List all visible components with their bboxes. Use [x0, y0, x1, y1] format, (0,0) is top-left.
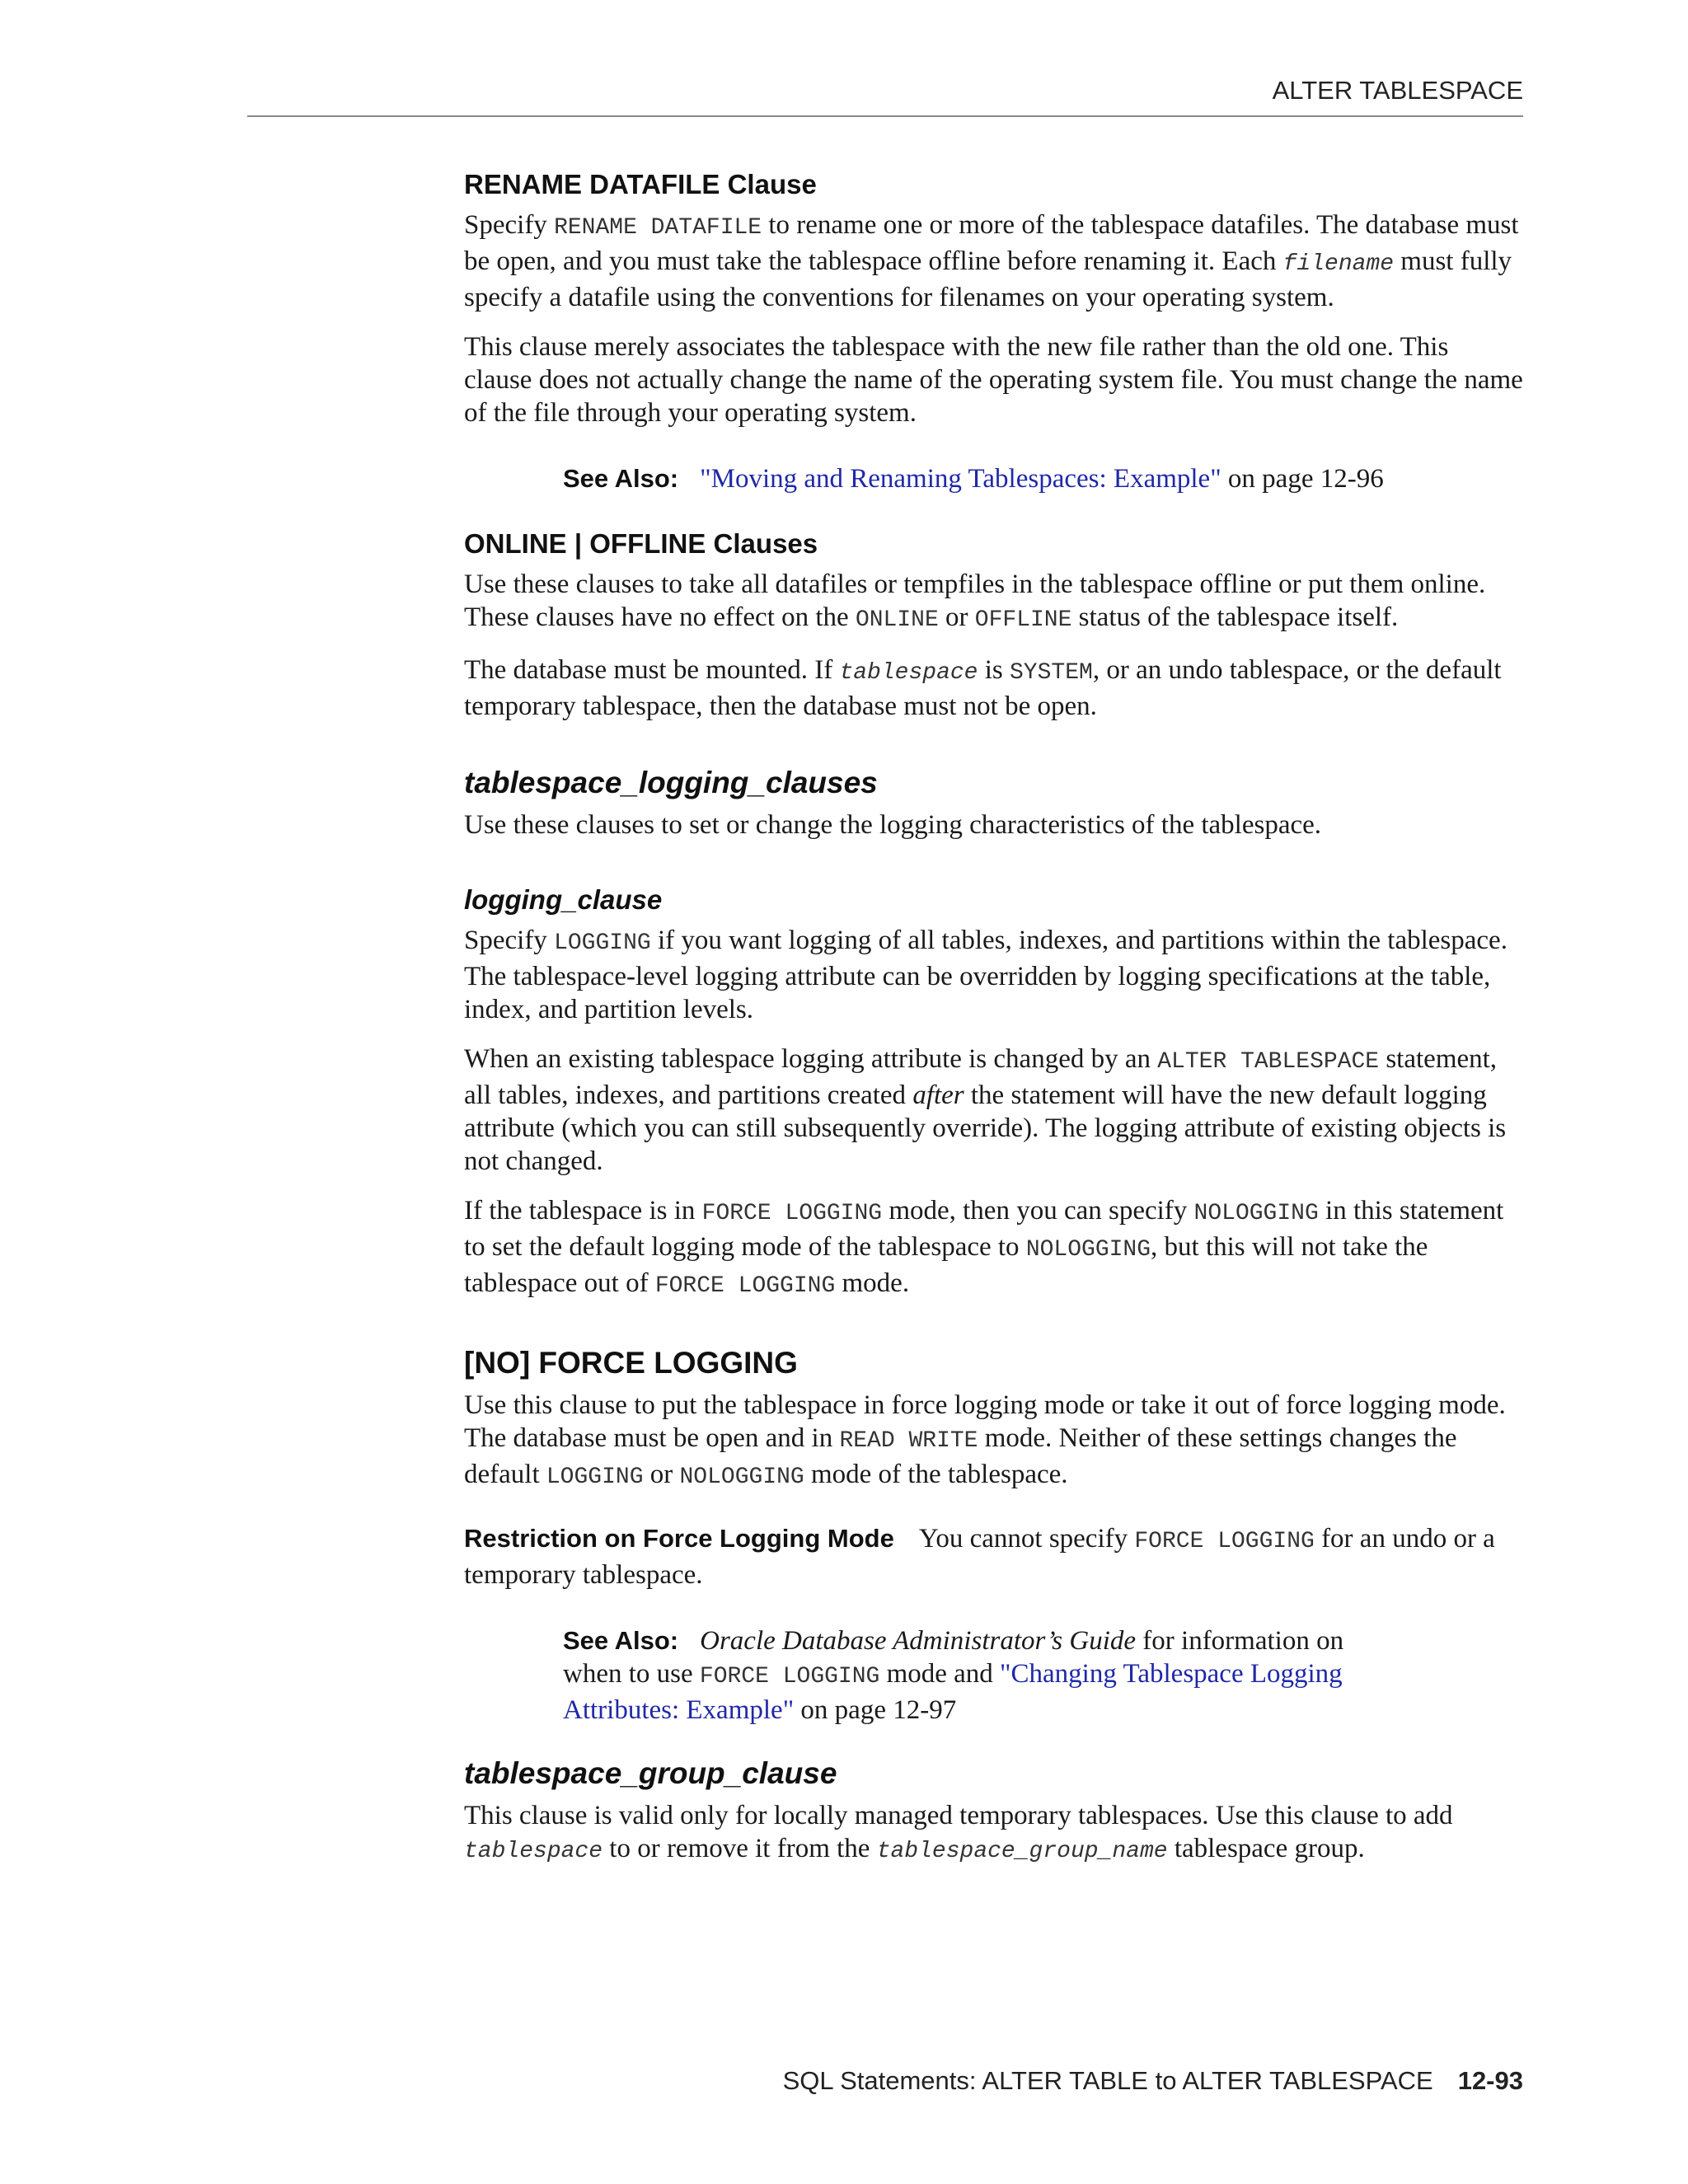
page-number: 12-93: [1457, 2066, 1523, 2095]
code-keyword: READ WRITE: [839, 1428, 978, 1454]
code-keyword: SYSTEM: [1010, 660, 1093, 686]
section-rename-datafile: [464, 169, 1523, 495]
cross-reference-link[interactable]: "Moving and Renaming Tablespaces: Example": [700, 464, 1221, 494]
text: The database must be mounted. If: [464, 655, 840, 685]
section-tablespace-group-clause: [464, 1756, 1523, 1868]
text: Use these clauses to take all datafiles or tempfiles in the tablespace offline or put them online. These clauses have no effect on the: [464, 569, 1486, 632]
paragraph: [464, 1194, 1523, 1303]
text: in this statement to set the default logging mode of the tablespace to: [464, 1196, 1504, 1262]
text: if you want logging of all tables, indexes, and partitions within the tablespace. The tablespace-level logging attribute can be overridden by logging specifications at the table, index, and partition levels.: [464, 926, 1507, 1024]
code-placeholder: tablespace_group_name: [876, 1839, 1168, 1864]
emphasis: after: [912, 1080, 964, 1110]
text: mode, then you can specify: [882, 1196, 1194, 1226]
running-header: ALTER TABLESPACE: [1272, 76, 1523, 105]
paragraph: [464, 654, 1523, 723]
cross-reference-link[interactable]: "Changing Tablespace Logging Attributes: Example": [563, 1659, 1343, 1725]
see-also-note: [563, 462, 1387, 495]
text: for an undo or a temporary tablespace.: [464, 1524, 1495, 1590]
text: If the tablespace is in: [464, 1196, 702, 1226]
text: on page 12-97: [794, 1695, 957, 1725]
code-keyword: NOLOGGING: [679, 1465, 804, 1490]
code-keyword: FORCE LOGGING: [654, 1273, 836, 1299]
text: statement, all tables, indexes, and partitions created: [464, 1044, 1498, 1110]
text: or: [643, 1460, 680, 1489]
code-keyword: RENAME DATAFILE: [554, 215, 762, 241]
code-keyword: ALTER TABLESPACE: [1157, 1049, 1380, 1075]
section-heading: [NO] FORCE LOGGING: [464, 1346, 798, 1380]
code-placeholder: tablespace: [464, 1839, 603, 1864]
section-heading: tablespace_logging_clauses: [464, 766, 878, 799]
footer-title: SQL Statements: ALTER TABLE to ALTER TABLESPACE: [782, 2066, 1433, 2095]
restriction-paragraph: [464, 1522, 1523, 1591]
section-heading: logging_clause: [464, 884, 663, 915]
paragraph: [464, 924, 1523, 1026]
section-logging-clause: [464, 884, 1523, 1303]
code-keyword: ONLINE: [855, 607, 939, 633]
text: for information on when to use: [563, 1626, 1344, 1689]
text: on page 12-96: [1221, 464, 1384, 494]
section-online-offline: [464, 528, 1523, 723]
text: You cannot specify: [918, 1524, 1135, 1554]
text: the statement will have the new default logging attribute (which you can still subsequently override). The logging attribute of existing objects is not changed.: [464, 1080, 1507, 1176]
text: mode of the tablespace.: [804, 1460, 1068, 1489]
header-rule: [247, 115, 1523, 117]
text: When an existing tablespace logging attribute is changed by an: [464, 1044, 1158, 1074]
code-placeholder: filename: [1282, 251, 1395, 277]
restriction-label: Restriction on Force Logging Mode: [464, 1524, 894, 1553]
text: Specify: [464, 926, 555, 955]
text: , but this will not take the tablespace out of: [464, 1232, 1428, 1298]
main-content: [464, 169, 1523, 1868]
see-also-label: See Also:: [563, 1626, 679, 1655]
section-heading: ONLINE | OFFLINE Clauses: [464, 528, 818, 559]
text: is: [978, 655, 1010, 685]
text: mode and: [879, 1659, 1001, 1689]
text: must fully specify a datafile using the conventions for filenames on your operating system.: [464, 246, 1512, 312]
paragraph: This clause merely associates the tablespace with the new file rather than the old one. This clause does not actually change the name of the operating system file. You must change the name of the file through your operating system.: [464, 332, 1523, 428]
text: mode. Neither of these settings changes the default: [464, 1423, 1457, 1489]
code-keyword: LOGGING: [554, 930, 651, 956]
text: mode.: [835, 1268, 910, 1298]
section-force-logging: [464, 1346, 1523, 1727]
section-tablespace-logging-clauses: [464, 766, 1523, 841]
text: status of the tablespace itself.: [1071, 602, 1399, 632]
text: This clause is valid only for locally managed temporary tablespaces. Use this clause to add: [464, 1801, 1453, 1830]
text: or: [938, 602, 975, 632]
see-also-note: [563, 1624, 1387, 1727]
code-keyword: NOLOGGING: [1025, 1237, 1151, 1263]
see-also-label: See Also:: [563, 464, 679, 493]
text: to or remove it from the: [603, 1834, 877, 1863]
code-placeholder: tablespace: [839, 660, 978, 686]
section-heading: tablespace_group_clause: [464, 1756, 837, 1790]
paragraph: [464, 568, 1523, 637]
code-keyword: NOLOGGING: [1193, 1201, 1319, 1226]
text: Use this clause to put the tablespace in force logging mode or take it out of force logging mode. The database must be open and in: [464, 1390, 1506, 1453]
section-heading: RENAME DATAFILE Clause: [464, 169, 817, 199]
code-keyword: FORCE LOGGING: [699, 1664, 880, 1690]
text: to rename one or more of the tablespace datafiles. The database must be open, and you must take the tablespace offline before renaming it. Each: [464, 210, 1519, 276]
paragraph: [464, 1043, 1523, 1178]
paragraph: [464, 1389, 1523, 1494]
code-keyword: LOGGING: [546, 1465, 644, 1490]
code-keyword: OFFLINE: [974, 607, 1072, 633]
text: Specify: [464, 210, 555, 240]
paragraph: [464, 1799, 1523, 1868]
code-keyword: FORCE LOGGING: [1134, 1529, 1315, 1554]
code-keyword: FORCE LOGGING: [701, 1201, 883, 1226]
paragraph: Use these clauses to set or change the logging characteristics of the tablespace.: [464, 810, 1322, 840]
text: , or an undo tablespace, or the default temporary tablespace, then the database must not be open.: [464, 655, 1502, 721]
text: tablespace group.: [1167, 1834, 1365, 1863]
book-title: Oracle Database Administrator’s Guide: [700, 1626, 1137, 1656]
page-footer: [247, 2066, 1523, 2096]
paragraph: [464, 209, 1523, 314]
